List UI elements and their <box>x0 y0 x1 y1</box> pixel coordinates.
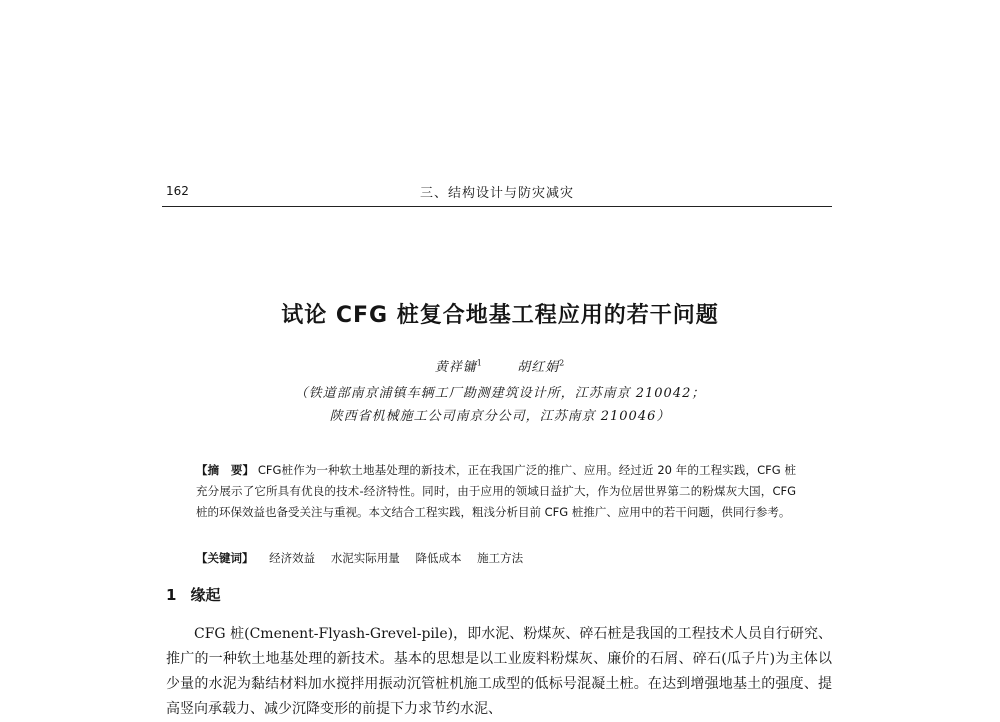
author-line <box>0 356 1000 375</box>
section-title: 缘起 <box>190 586 221 604</box>
running-header <box>162 180 832 207</box>
section-heading <box>166 584 220 605</box>
running-section-title: 三、结构设计与防灾减灾 <box>419 186 574 201</box>
author-1: 黄祥镛 <box>434 360 477 375</box>
page-number: 162 <box>166 184 189 198</box>
section-number: 1 <box>166 586 177 604</box>
abstract <box>196 460 796 523</box>
abstract-text: CFG桩作为一种软土地基处理的新技术，正在我国广泛的推广、应用。经过近 20 年的工程实践，CFG 桩充分展示了它所具有优良的技术-经济特性。同时，由于应用的领域日益扩大，作为位居世界第二的粉煤灰大国，CFG 桩的环保效益也备受关注与重视。本文结合工程实践，粗浅分析目前 CFG 桩推广、应用中的若干问题，供同行参考。 <box>196 463 796 519</box>
keyword-item: 施工方法 <box>477 551 524 565</box>
affiliation-line-2: 陕西省机械施工公司南京分公司，江苏南京 210046） <box>329 409 671 424</box>
keywords <box>196 548 796 569</box>
author-1-affiliation-mark: 1 <box>476 358 483 368</box>
paper-title: 试论 CFG 桩复合地基工程应用的若干问题 <box>281 303 719 328</box>
keyword-item: 经济效益 <box>269 551 316 565</box>
abstract-label: 【摘 要】 <box>196 463 255 477</box>
keywords-label: 【关键词】 <box>196 551 254 565</box>
keyword-item: 水泥实际用量 <box>330 551 400 565</box>
keyword-item: 降低成本 <box>415 551 462 565</box>
author-2-affiliation-mark: 2 <box>559 358 566 368</box>
author-2: 胡红娟 <box>517 360 560 375</box>
affiliation-line-1: （铁道部南京浦镇车辆工厂勘测建筑设计所，江苏南京 210042； <box>294 386 706 401</box>
body-paragraph: CFG 桩(Cmenent-Flyash-Grevel-pile)，即水泥、粉煤灰、碎石桩是我国的工程技术人员自行研究、推广的一种软土地基处理的新技术。基本的思想是以工业废料粉煤灰、廉价的石屑、碎石(瓜子片)为主体以少量的水泥为黏结材料加水搅拌用振动沉管桩机施工成型的低标号混凝土桩。在达到增强地基土的强度、提高竖向承载力、减少沉降变形的前提下力求节约水泥、 <box>166 626 832 717</box>
